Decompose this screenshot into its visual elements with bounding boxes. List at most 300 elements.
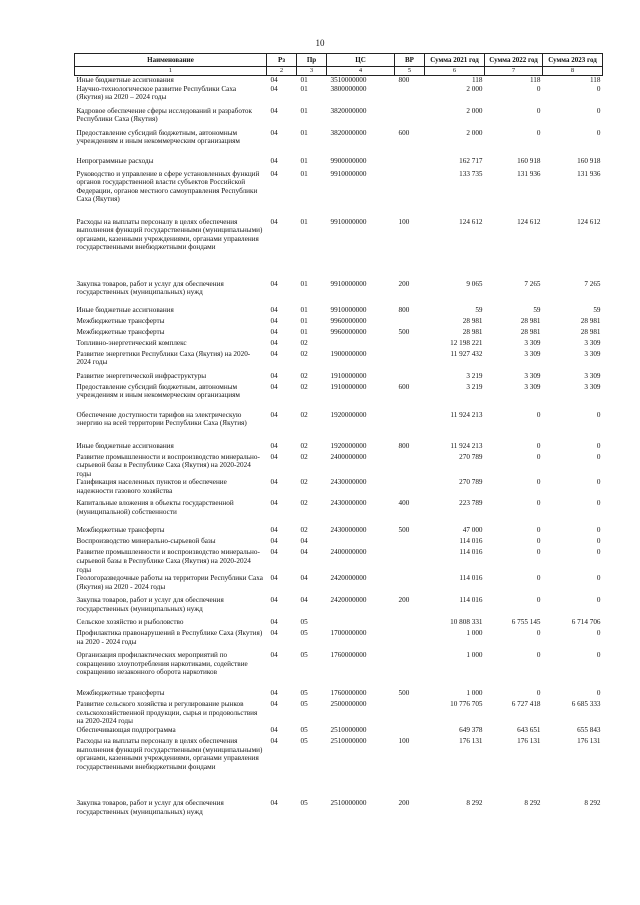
row-vr: 500 [398,526,410,535]
row-cs: 1910000000 [330,371,367,380]
row-sum-2023: 0 [596,452,601,461]
row-sum-2022: 0 [536,526,541,535]
row-sum-2021: 47 000 [462,526,483,535]
row-sum-2022: 0 [536,689,541,698]
row-sum-2022: 7 265 [524,279,541,288]
table-row [75,618,603,629]
row-pr: 05 [300,736,308,745]
row-sum-2022: 643 651 [517,725,541,734]
row-sum-2023: 0 [596,689,601,698]
row-sum-2023: 3 309 [584,349,601,358]
row-pr: 05 [300,689,308,698]
row-vr: 800 [398,76,410,84]
col-header-rz: Рз [267,54,297,67]
row-cs: 2510000000 [330,725,367,734]
row-sum-2021: 114 016 [459,537,483,546]
row-sum-2023: 124 612 [577,217,601,226]
row-pr: 02 [300,526,308,535]
table-row [75,218,603,280]
row-sum-2022: 0 [536,84,541,93]
row-pr: 01 [300,327,308,336]
row-sum-2023: 655 843 [577,725,601,734]
table-row [75,306,603,317]
row-sum-2023: 28 981 [580,316,601,325]
row-name: Обеспечение доступности тарифов на электрическую энергию на всей территории Республики Саха (Якутия) [76,410,247,428]
row-pr: 04 [300,537,308,546]
table-row [75,596,603,618]
row-cs: 1920000000 [330,441,367,450]
column-index: 8 [543,67,603,76]
row-sum-2021: 114 016 [459,574,483,583]
row-vr [395,317,425,328]
col-header-name: Наименование [75,54,267,67]
row-vr: 200 [398,798,410,807]
column-index: 2 [267,67,297,76]
row-cs: 1910000000 [330,382,367,391]
column-index: 4 [327,67,395,76]
row-sum-2023: 0 [596,596,601,605]
column-index: 5 [395,67,425,76]
row-sum-2023: 0 [596,629,601,638]
row-cs: 1760000000 [330,651,367,660]
row-name: Обеспечивающая подпрограмма [76,725,176,734]
row-cs [327,618,395,629]
row-name: Развитие энергетики Республики Саха (Якутия) на 2020-2024 годы [76,349,251,367]
row-vr: 100 [398,217,410,226]
row-rz: 04 [270,338,278,347]
row-vr [395,537,425,548]
row-sum-2021: 649 378 [459,725,483,734]
row-vr [395,651,425,689]
row-rz: 04 [270,651,278,660]
row-rz: 04 [270,798,278,807]
row-vr [395,618,425,629]
row-name: Предоставление субсидий бюджетным, автономным учреждениям и иным некоммерческим организациям [76,382,240,400]
row-rz: 04 [270,106,278,115]
row-name: Расходы на выплаты персоналу в целях обеспечения выполнения функций государственными (муниципальными) органами, казенными учреждениями, органами управления государственными внебюджетными фондами [76,217,263,252]
row-sum-2023: 0 [596,128,601,137]
table-row [75,411,603,442]
row-name: Закупка товаров, работ и услуг для обеспечения государственных (муниципальных) нужд [76,279,224,297]
header-row [75,54,603,67]
row-name: Развитие сельского хозяйства и регулирование рынков сельскохозяйственной продукции, сырья и продовольствия на 2020-2024 годы [76,700,258,726]
table-row [75,499,603,526]
table-row [75,453,603,479]
row-name: Межбюджетные трансферты [76,526,165,535]
row-rz: 04 [270,217,278,226]
row-vr: 800 [398,441,410,450]
row-cs: 2510000000 [330,736,367,745]
row-pr: 02 [300,410,308,419]
row-cs: 2500000000 [330,700,367,709]
row-vr: 500 [398,327,410,336]
table-row [75,442,603,453]
row-sum-2022: 118 [529,76,541,84]
row-cs: 1700000000 [330,629,367,638]
row-sum-2021: 59 [475,305,483,314]
row-vr: 800 [398,305,410,314]
row-pr: 05 [300,651,308,660]
row-rz: 04 [270,526,278,535]
row-sum-2023: 28 981 [580,327,601,336]
table-row [75,339,603,350]
row-sum-2022: 124 612 [517,217,541,226]
row-vr: 100 [398,736,410,745]
row-name: Воспроизводство минерально-сырьевой базы [76,537,216,546]
row-cs: 9910000000 [330,169,367,178]
row-sum-2022: 8 292 [524,798,541,807]
row-vr [395,170,425,218]
row-sum-2022: 160 918 [517,156,541,165]
col-header-cs: ЦС [327,54,395,67]
row-cs: 1920000000 [330,410,367,419]
row-vr [395,453,425,479]
table-row [75,328,603,339]
row-rz: 04 [270,596,278,605]
row-pr: 01 [300,316,308,325]
row-sum-2021: 3 219 [466,371,483,380]
table-row [75,107,603,129]
row-pr: 05 [300,700,308,709]
row-rz: 04 [270,689,278,698]
row-name: Иные бюджетные ассигнования [76,305,174,314]
row-name: Научно-технологическое развитие Республики Саха (Якутия) на 2020 – 2024 годы [76,84,237,102]
table-row [75,737,603,799]
row-vr [395,548,425,574]
row-pr: 01 [300,76,308,84]
row-vr: 600 [398,128,410,137]
row-cs: 2420000000 [330,574,367,583]
row-sum-2021: 12 198 221 [450,338,483,347]
table-row [75,170,603,218]
table-row [75,129,603,157]
col-header-vr: ВР [395,54,425,67]
row-cs: 9960000000 [330,327,367,336]
row-name: Закупка товаров, работ и услуг для обеспечения государственных (муниципальных) нужд [76,596,224,613]
row-sum-2023: 0 [596,410,601,419]
row-sum-2023: 131 936 [577,169,601,178]
row-cs: 9910000000 [330,217,367,226]
row-sum-2022: 0 [536,548,541,557]
row-name: Иные бюджетные ассигнования [76,76,174,84]
row-sum-2023: 0 [596,526,601,535]
row-name: Межбюджетные трансферты [76,327,165,336]
row-pr: 04 [300,548,308,557]
table-row [75,478,603,499]
row-pr: 02 [300,499,308,508]
row-name: Профилактика правонарушений в Республике Саха (Якутия) на 2020 - 2024 годы [76,629,263,646]
row-rz: 04 [270,371,278,380]
row-rz: 04 [270,305,278,314]
row-pr: 02 [300,371,308,380]
row-sum-2023: 0 [596,574,601,583]
row-sum-2022: 59 [533,305,541,314]
row-sum-2021: 2 000 [466,128,483,137]
row-sum-2022: 6 727 418 [511,700,541,709]
row-rz: 04 [270,169,278,178]
row-pr: 05 [300,798,308,807]
table-row [75,548,603,574]
table-row [75,726,603,737]
row-rz: 04 [270,736,278,745]
row-sum-2021: 11 924 213 [450,441,483,450]
row-pr: 02 [300,441,308,450]
row-sum-2022: 0 [536,128,541,137]
row-name: Иные бюджетные ассигнования [76,441,174,450]
row-cs: 3820000000 [330,106,367,115]
row-sum-2021: 114 016 [459,596,483,605]
table-row [75,700,603,726]
row-vr: 400 [398,499,410,508]
row-name: Развитие промышленности и воспроизводство минерально-сырьевой базы в Республике Саха (Якутия) на 2020-2024 годы [76,452,260,478]
row-rz: 04 [270,548,278,557]
row-sum-2023: 0 [596,651,601,660]
page-number: 10 [315,38,325,48]
row-vr [395,700,425,726]
table-row [75,157,603,170]
row-sum-2021: 3 219 [466,382,483,391]
row-sum-2022: 0 [536,574,541,583]
row-rz: 04 [270,537,278,546]
row-pr: 01 [300,279,308,288]
col-header-sum-2021: Сумма 2021 год [425,54,485,67]
table-row [75,280,603,306]
row-sum-2022: 0 [536,452,541,461]
row-vr: 600 [398,382,410,391]
table-row [75,317,603,328]
row-rz: 04 [270,441,278,450]
row-name: Закупка товаров, работ и услуг для обеспечения государственных (муниципальных) нужд [76,798,224,816]
row-pr: 02 [300,338,308,347]
row-vr [395,372,425,383]
row-pr: 01 [300,156,308,165]
row-name: Руководство и управление в сфере установленных функций органов государственной власти субъектов Российской Федерации, органов местного самоуправления Республики Саха (Якутия) [76,169,260,204]
row-sum-2021: 9 065 [466,279,483,288]
table-row [75,76,603,85]
row-pr: 01 [300,305,308,314]
row-pr: 01 [300,169,308,178]
row-name: Газификация населенных пунктов и обеспечение надежности газового хозяйства [76,478,227,495]
row-sum-2021: 270 789 [459,452,483,461]
row-sum-2021: 10 776 705 [450,700,483,709]
row-rz: 04 [270,725,278,734]
row-sum-2023: 7 265 [584,279,601,288]
row-vr [395,157,425,170]
row-sum-2023: 160 918 [577,156,601,165]
table-row [75,526,603,537]
row-sum-2022: 3 309 [524,371,541,380]
row-rz: 04 [270,84,278,93]
row-sum-2023: 0 [596,537,601,546]
row-pr: 05 [300,618,308,627]
row-pr: 01 [300,128,308,137]
column-index: 6 [425,67,485,76]
row-sum-2022: 176 131 [517,736,541,745]
row-name: Кадровое обеспечение сферы исследований и разработок Республики Саха (Якутия) [76,106,252,124]
row-sum-2022: 0 [536,106,541,115]
row-sum-2022: 131 936 [517,169,541,178]
row-pr: 05 [300,629,308,638]
row-vr [395,629,425,651]
row-rz: 04 [270,629,278,638]
row-cs: 2420000000 [330,596,367,605]
row-sum-2022: 0 [536,499,541,508]
row-cs [327,537,395,548]
row-sum-2022: 3 309 [524,382,541,391]
row-sum-2021: 10 808 331 [450,618,483,627]
col-header-pr: Пр [297,54,327,67]
column-index-row [75,67,603,76]
row-rz: 04 [270,316,278,325]
row-pr: 04 [300,596,308,605]
row-name: Непрограммные расходы [76,156,154,165]
row-sum-2023: 0 [596,441,601,450]
row-sum-2021: 270 789 [459,478,483,487]
row-sum-2022: 0 [536,651,541,660]
row-pr: 04 [300,574,308,583]
row-name: Расходы на выплаты персоналу в целях обеспечения выполнения функций государственными (муниципальными) органами, казенными учреждениями, органами управления государственными внебюджетными фондами [76,736,263,771]
row-rz: 04 [270,499,278,508]
row-sum-2023: 3 309 [584,371,601,380]
row-cs: 2400000000 [330,452,367,461]
row-sum-2023: 6 714 706 [571,618,601,627]
row-rz: 04 [270,382,278,391]
row-sum-2022: 0 [536,478,541,487]
row-cs [327,339,395,350]
row-sum-2021: 11 927 432 [450,349,483,358]
row-rz: 04 [270,279,278,288]
table-row [75,537,603,548]
row-sum-2023: 8 292 [584,798,601,807]
table-row [75,799,603,825]
row-sum-2022: 0 [536,537,541,546]
table-body [75,76,603,825]
table-row [75,629,603,651]
row-rz: 04 [270,349,278,358]
row-rz: 04 [270,327,278,336]
row-pr: 01 [300,106,308,115]
row-vr [395,574,425,596]
row-sum-2023: 0 [596,106,601,115]
row-sum-2023: 0 [596,84,601,93]
row-vr: 500 [398,689,410,698]
row-rz: 04 [270,156,278,165]
row-name: Капитальные вложения в объекты государственной (муниципальной) собственности [76,499,234,516]
row-sum-2023: 0 [596,499,601,508]
row-sum-2021: 2 000 [466,106,483,115]
row-sum-2022: 0 [536,596,541,605]
row-name: Межбюджетные трансферты [76,689,165,698]
row-sum-2023: 59 [593,305,601,314]
row-sum-2021: 118 [471,76,483,84]
row-sum-2022: 0 [536,629,541,638]
budget-table [74,53,603,825]
row-sum-2021: 1 000 [466,651,483,660]
row-sum-2021: 114 016 [459,548,483,557]
row-cs: 2430000000 [330,478,367,487]
column-index: 1 [75,67,267,76]
row-vr: 200 [398,596,410,605]
row-vr [395,478,425,499]
row-pr: 01 [300,84,308,93]
row-rz: 04 [270,478,278,487]
table-row [75,383,603,411]
row-cs: 3510000000 [330,76,367,84]
row-cs: 9910000000 [330,279,367,288]
row-sum-2021: 28 981 [462,316,483,325]
row-sum-2022: 3 309 [524,349,541,358]
row-cs: 1900000000 [330,349,367,358]
row-name: Топливно-энергетический комплекс [76,338,187,347]
row-vr: 200 [398,279,410,288]
row-sum-2021: 11 924 213 [450,410,483,419]
row-sum-2021: 8 292 [466,798,483,807]
row-pr: 02 [300,349,308,358]
row-rz: 04 [270,76,278,84]
row-name: Геологоразведочные работы на территории Республики Саха (Якутия) на 2020 - 2024 годы [76,574,263,591]
row-sum-2021: 124 612 [459,217,483,226]
row-sum-2021: 176 131 [459,736,483,745]
row-sum-2023: 176 131 [577,736,601,745]
row-sum-2023: 0 [596,478,601,487]
row-name: Развитие промышленности и воспроизводство минерально-сырьевой базы в Республике Саха (Якутия) на 2020-2024 годы [76,548,260,574]
row-rz: 04 [270,410,278,419]
row-vr [395,107,425,129]
row-cs: 9960000000 [330,316,367,325]
row-cs: 3820000000 [330,128,367,137]
row-sum-2023: 0 [596,548,601,557]
column-index: 7 [485,67,543,76]
row-sum-2022: 0 [536,441,541,450]
row-vr [395,350,425,372]
row-sum-2021: 133 735 [459,169,483,178]
row-cs: 2400000000 [330,548,367,557]
row-vr [395,85,425,107]
row-name: Организация профилактических мероприятий по сокращению злоупотребления наркотиками, содействие сокращению незаконного оборота наркотиков [76,651,248,677]
row-sum-2022: 28 981 [520,327,541,336]
row-sum-2023: 6 685 333 [571,700,601,709]
row-sum-2021: 162 717 [459,156,483,165]
row-rz: 04 [270,618,278,627]
table-row [75,372,603,383]
row-rz: 04 [270,700,278,709]
table-row [75,689,603,700]
row-sum-2022: 6 755 145 [511,618,541,627]
row-vr [395,411,425,442]
row-vr [395,339,425,350]
row-cs: 2510000000 [330,798,367,807]
row-sum-2021: 1 000 [466,629,483,638]
row-sum-2022: 0 [536,410,541,419]
row-sum-2023: 3 309 [584,338,601,347]
row-pr: 02 [300,478,308,487]
row-pr: 05 [300,725,308,734]
row-cs: 9910000000 [330,305,367,314]
row-sum-2021: 223 789 [459,499,483,508]
row-sum-2021: 28 981 [462,327,483,336]
row-sum-2022: 3 309 [524,338,541,347]
row-rz: 04 [270,452,278,461]
row-sum-2023: 3 309 [584,382,601,391]
table-row [75,350,603,372]
row-sum-2021: 1 000 [466,689,483,698]
row-name: Развитие энергетической инфраструктуры [76,371,207,380]
row-rz: 04 [270,574,278,583]
col-header-sum-2022: Сумма 2022 год [485,54,543,67]
row-cs: 2430000000 [330,526,367,535]
row-rz: 04 [270,128,278,137]
column-index: 3 [297,67,327,76]
